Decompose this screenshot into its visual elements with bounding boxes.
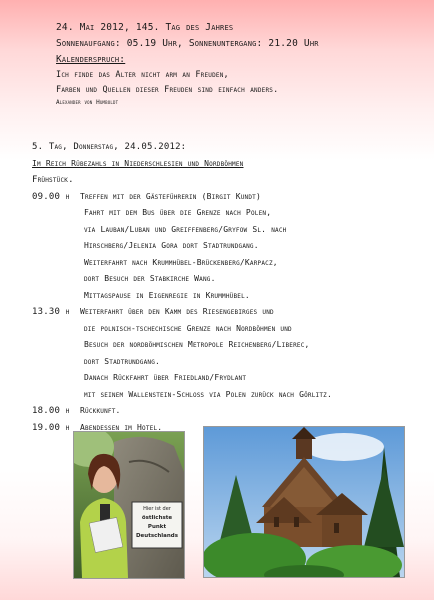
calendar-saying-line-1: Ich finde das Alter nicht arm an Freuden, — [56, 70, 229, 80]
sun-times-line: Sonnenaufgang: 05.19 Uhr, Sonnenuntergang: 21.20 Uhr — [56, 38, 319, 49]
itinerary — [32, 139, 332, 436]
schedule-first-line: Weiterfahrt über den Kamm des Riesengebirges und — [80, 307, 274, 316]
calendar-saying-line-2: Farben und Quellen dieser Freuden sind einfach anders. — [56, 85, 279, 95]
schedule-line: die polnisch-tschechische Grenze nach Nordböhmen und — [84, 323, 292, 333]
photo-guide-at-sign — [73, 431, 185, 579]
schedule-line: Hirschberg/Jelenia Gora dort Stadtrundgang. — [84, 241, 259, 250]
sign-line-3: Deutschlands — [135, 533, 178, 539]
saying-author: Alexander von Humboldt — [56, 99, 119, 106]
schedule-line: Mittagspause in Eigenregie in Krummhübel. — [84, 290, 250, 300]
sign-line-1: Hier ist der — [143, 506, 171, 512]
schedule-line: Besuch der nordböhmischen Metropole Reichenberg/Liberec, — [84, 340, 310, 349]
date-line: 24. Mai 2012, 145. Tag des Jahres — [56, 22, 234, 33]
schedule-entry-1800 — [32, 403, 332, 420]
schedule-line: Fahrt mit dem Bus über die Grenze nach Polen, — [84, 208, 272, 217]
photo-stave-church — [203, 426, 405, 578]
sign-line-2: östlichste Punkt — [141, 515, 173, 530]
schedule-time: 09.00 h — [32, 191, 70, 202]
schedule-time: 13.30 h — [32, 307, 70, 317]
photo-church-illustration — [204, 427, 404, 577]
schedule-entry-0900 — [32, 189, 332, 206]
schedule-line: Weiterfahrt nach Krummhübel-Brückenberg/Karpacz, — [84, 257, 278, 267]
calendar-saying-label: Kalenderspruch: — [56, 54, 126, 65]
schedule-line: via Lauban/Luban und Greiffenberg/Gryfow Sl. nach — [84, 224, 287, 234]
schedule-line: dort Besuch der Stabkirche Wang. — [84, 274, 216, 283]
sign-text — [134, 505, 180, 541]
day-title: 5. Tag, Donnerstag, 24.05.2012: — [32, 142, 187, 152]
day-header — [56, 20, 319, 108]
schedule-first-line: Treffen mit der Gästeführerin (Birgit Kundt) — [80, 191, 261, 201]
schedule-time: 19.00 h — [32, 422, 70, 433]
schedule-line: Danach Rückfahrt über Friedland/Frydlant — [84, 373, 247, 382]
schedule-entry-1330 — [32, 304, 332, 321]
day-subtitle: Im Reich Rübezahls in Niederschlesien und Nordböhmen — [32, 158, 244, 168]
schedule-time: 18.00 h — [32, 406, 70, 416]
schedule-line: dort Stadtrundgang. — [84, 356, 161, 366]
schedule-line: mit seinem Wallenstein-Schloß via Polen zurück nach Görlitz. — [84, 389, 333, 399]
schedule-first-line: Abendessen im Hotel. — [80, 422, 163, 432]
breakfast-line: Frühstück. — [32, 175, 74, 185]
schedule-first-line: Rückkunft. — [80, 406, 121, 415]
